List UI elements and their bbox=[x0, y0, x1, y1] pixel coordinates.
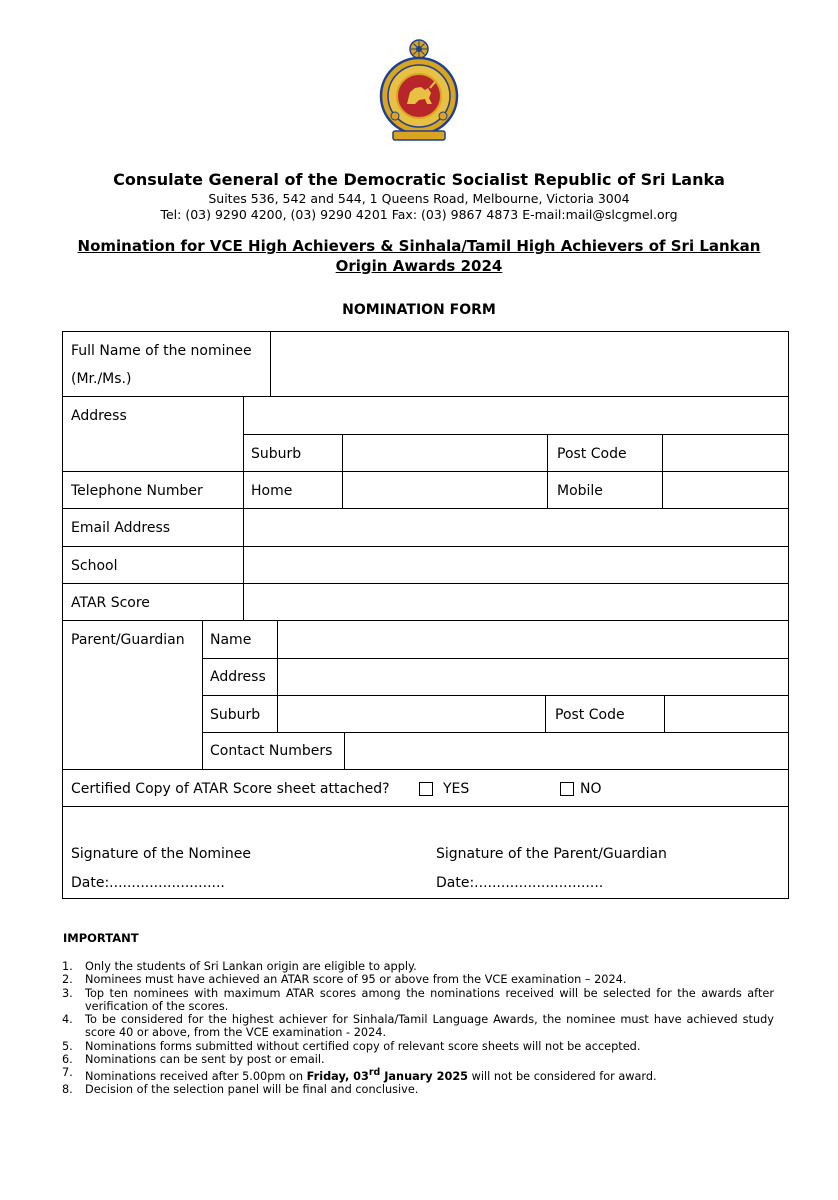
atar-score-field[interactable] bbox=[244, 584, 787, 620]
guardian-name-field[interactable] bbox=[278, 621, 787, 658]
telephone-label: Telephone Number bbox=[71, 483, 203, 499]
no-label: NO bbox=[580, 781, 602, 797]
yes-checkbox[interactable] bbox=[419, 782, 433, 796]
nominee-signature-label: Signature of the Nominee bbox=[71, 846, 252, 862]
parent-date-field[interactable]: Date:............................. bbox=[436, 875, 604, 891]
note-item: 1. Only the students of Sri Lankan origin are eligible to apply. bbox=[62, 960, 417, 973]
parent-signature-label: Signature of the Parent/Guardian bbox=[436, 846, 667, 862]
home-phone-field[interactable] bbox=[343, 472, 547, 508]
consulate-title: Consulate General of the Democratic Socialist Republic of Sri Lanka bbox=[113, 170, 725, 189]
nominee-date-field[interactable]: Date:.......................... bbox=[71, 875, 225, 891]
address-field[interactable] bbox=[244, 397, 787, 434]
email-field[interactable] bbox=[244, 509, 787, 546]
note-item: 5. Nominations forms submitted without certified copy of relevant score sheets will not be accepted. bbox=[62, 1039, 641, 1053]
nomination-title-line1: Nomination for VCE High Achievers & Sinhala/Tamil High Achievers of Sri Lankan bbox=[77, 237, 761, 255]
note-item: 8. Decision of the selection panel will be final and conclusive. bbox=[62, 1083, 419, 1097]
guardian-post-code-field[interactable] bbox=[665, 696, 787, 732]
guardian-contact-field[interactable] bbox=[345, 733, 787, 769]
important-heading: IMPORTANT bbox=[63, 931, 139, 945]
guardian-contact-label: Contact Numbers bbox=[210, 743, 333, 759]
note-item: 2. Nominees must have achieved an ATAR score of 95 or above from the VCE examination – 2024. bbox=[62, 973, 627, 987]
school-field[interactable] bbox=[244, 547, 787, 583]
guardian-name-label: Name bbox=[210, 632, 252, 648]
mobile-field[interactable] bbox=[663, 472, 787, 508]
note-item: 4. To be considered for the highest achiever for Sinhala/Tamil Language Awards, the nominee must have achieved study score 40 or above, from the VCE examination - 2024. bbox=[62, 1013, 774, 1040]
note-item: 3. Top ten nominees with maximum ATAR scores among the nominations received will be selected for the awards after verification of the scores. bbox=[62, 986, 774, 1013]
email-label: Email Address bbox=[71, 520, 171, 536]
consulate-contact: Tel: (03) 9290 4200, (03) 9290 4201 Fax: (03) 9867 4873 E-mail:mail@slcgmel.org bbox=[160, 207, 678, 222]
sri-lanka-emblem bbox=[377, 38, 461, 144]
yes-label: YES bbox=[443, 781, 470, 797]
guardian-address-label: Address bbox=[210, 669, 266, 685]
guardian-suburb-label: Suburb bbox=[210, 707, 261, 723]
suburb-label: Suburb bbox=[251, 446, 302, 462]
school-label: School bbox=[71, 558, 118, 574]
deadline-date: Friday, 03rd January 2025 bbox=[306, 1067, 469, 1084]
consulate-address: Suites 536, 542 and 544, 1 Queens Road, Melbourne, Victoria 3004 bbox=[208, 191, 630, 206]
important-notes bbox=[62, 960, 774, 1097]
post-code-label: Post Code bbox=[557, 446, 627, 462]
guardian-address-field[interactable] bbox=[278, 659, 787, 695]
post-code-field[interactable] bbox=[663, 435, 787, 471]
no-checkbox[interactable] bbox=[560, 782, 574, 796]
note-item: 7. Nominations received after 5.00pm on Friday, 03rd January 2025 will not be considered for award. bbox=[62, 1066, 657, 1084]
nomination-title-line2: Origin Awards 2024 bbox=[335, 257, 503, 275]
certified-copy-question: Certified Copy of ATAR Score sheet attached? bbox=[71, 781, 390, 797]
full-name-label: Full Name of the nominee bbox=[71, 343, 252, 359]
address-label: Address bbox=[71, 408, 127, 424]
note-item: 6. Nominations can be sent by post or email. bbox=[62, 1053, 325, 1067]
suburb-field[interactable] bbox=[343, 435, 547, 471]
guardian-label: Parent/Guardian bbox=[71, 632, 185, 648]
guardian-suburb-field[interactable] bbox=[278, 696, 545, 732]
home-phone-label: Home bbox=[251, 483, 293, 499]
atar-score-label: ATAR Score bbox=[71, 595, 150, 611]
mobile-label: Mobile bbox=[557, 483, 603, 499]
full-name-title-label: (Mr./Ms.) bbox=[71, 371, 132, 387]
form-heading: NOMINATION FORM bbox=[342, 302, 496, 318]
nomination-title bbox=[60, 236, 778, 276]
guardian-post-code-label: Post Code bbox=[555, 707, 625, 723]
